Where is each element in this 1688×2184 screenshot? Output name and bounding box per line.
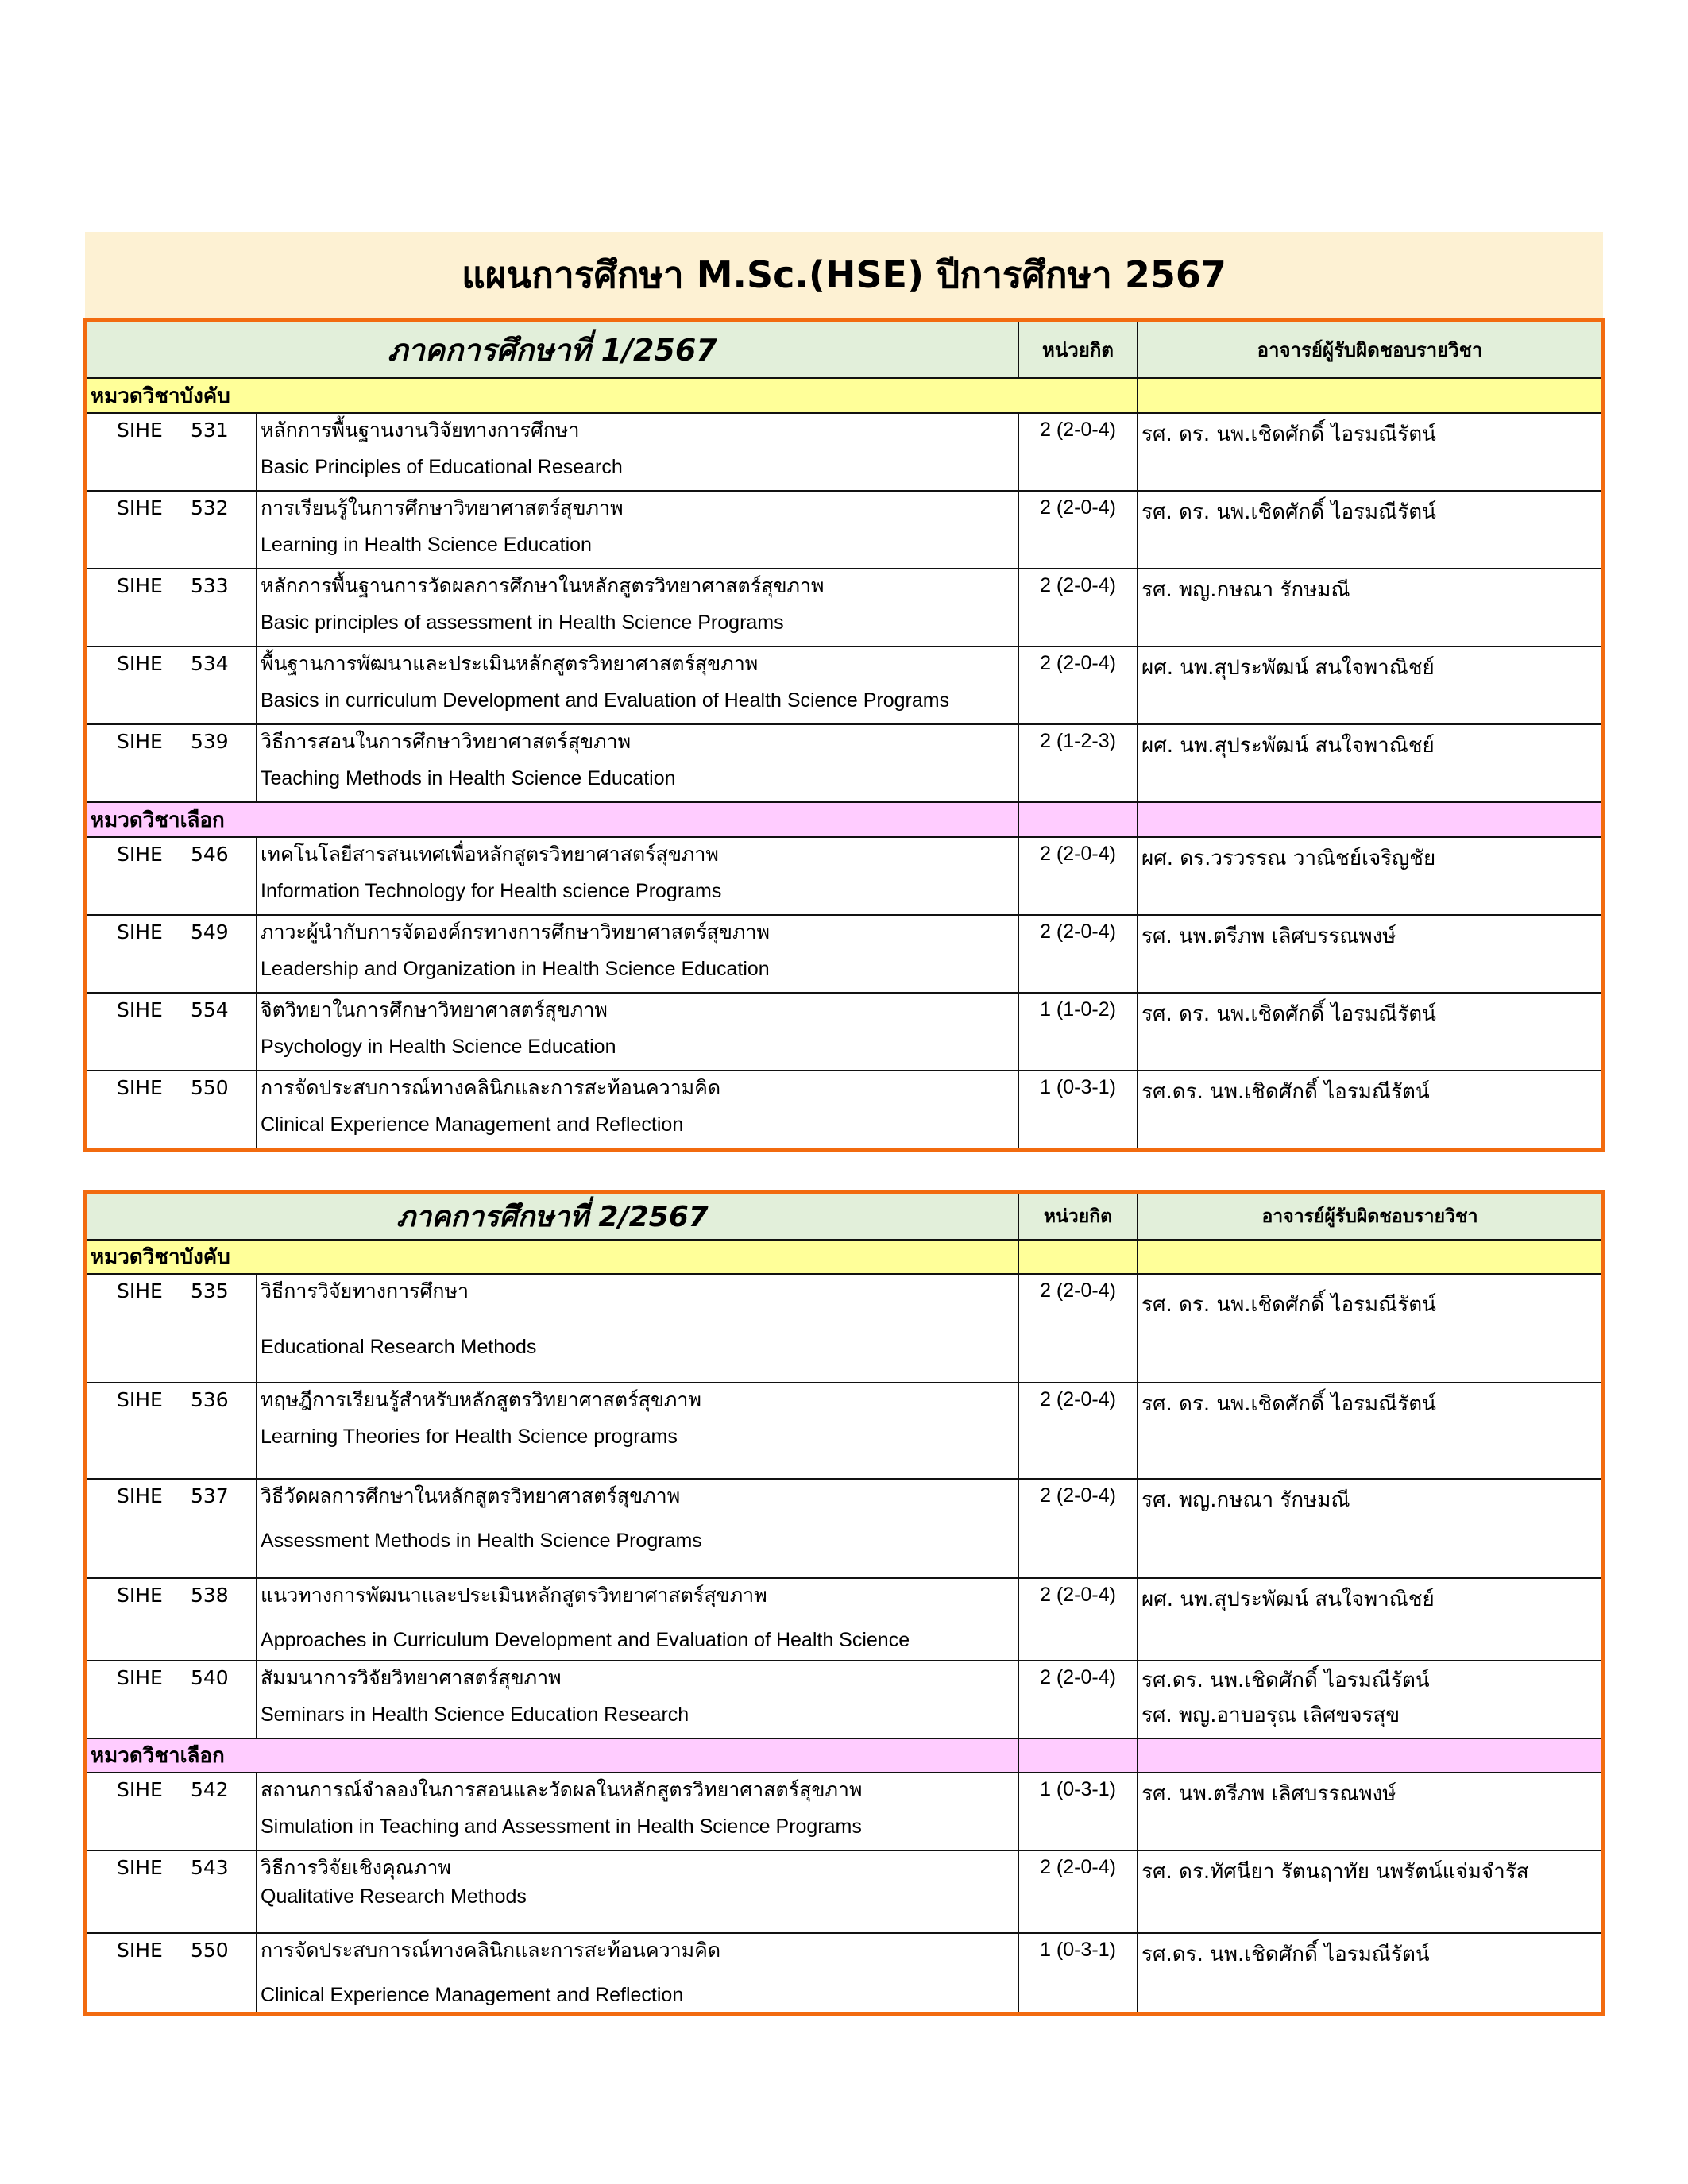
course-credits: 2 (2-0-4) [1018,1850,1138,1933]
term-1-table [83,318,1605,1152]
course-code [87,915,257,993]
course-title-en: Leadership and Organization in Health Science Education [261,958,770,980]
course-credits: 1 (0-3-1) [1018,1071,1138,1148]
course-title-en: Simulation in Teaching and Assessment in Health Science Programs [261,1815,862,1838]
course-title-th: หลักการพื้นฐานการวัดผลการศึกษาในหลักสูตรวิทยาศาสตร์สุขภาพ [261,574,825,597]
page-title: แผนการศึกษา M.Sc.(HSE) ปีการศึกษา 2567 [462,253,1226,296]
term-title: ภาคการศึกษาที่ 2/2567 [87,1194,1018,1240]
course-credits: 2 (2-0-4) [1018,413,1138,491]
course-number: 554 [191,998,229,1021]
empty-cell [1138,802,1601,837]
course-title-th: วิธีการสอนในการศึกษาวิทยาศาสตร์สุขภาพ [261,730,632,753]
course-title [257,491,1018,569]
course-credits: 2 (2-0-4) [1018,915,1138,993]
course-number: 532 [191,496,229,519]
course-row [87,646,1601,724]
course-number: 534 [191,652,229,675]
course-prefix: SIHE [117,1584,163,1607]
course-number: 533 [191,574,229,597]
instructor-column-header: อาจารย์ผู้รับผิดชอบรายวิชา [1138,322,1601,378]
course-credits: 2 (2-0-4) [1018,1274,1138,1383]
course-title [257,1850,1018,1933]
course-number: 542 [191,1778,229,1801]
course-prefix: SIHE [117,843,163,866]
course-prefix: SIHE [117,1484,163,1507]
course-row [87,491,1601,569]
course-instructor: ผศ. นพ.สุประพัฒน์ สนใจพาณิชย์ [1138,724,1601,802]
course-instructor: รศ. พญ.กษณา รักษมณี [1138,1479,1601,1578]
course-number: 550 [191,1076,229,1099]
course-prefix: SIHE [117,496,163,519]
course-prefix: SIHE [117,1076,163,1099]
course-code [87,646,257,724]
course-instructor: รศ.ดร. นพ.เชิดศักดิ์ ไอรมณีรัตน์ [1138,1071,1601,1148]
course-instructor: รศ. ดร. นพ.เชิดศักดิ์ ไอรมณีรัตน์ [1138,993,1601,1071]
course-code [87,1933,257,2012]
course-prefix: SIHE [117,1388,163,1411]
course-credits: 1 (1-0-2) [1018,993,1138,1071]
course-number: 538 [191,1584,229,1607]
course-code [87,413,257,491]
course-row [87,1578,1601,1661]
category-label: หมวดวิชาบังคับ [87,378,1138,413]
course-title-en: Basics in curriculum Development and Evaluation of Health Science Programs [261,689,950,712]
course-credits: 2 (2-0-4) [1018,1578,1138,1661]
course-instructor: รศ. พญ.กษณา รักษมณี [1138,569,1601,646]
term-2-table [83,1190,1605,2016]
course-title [257,1274,1018,1383]
course-title-th: สถานการณ์จำลองในการสอนและวัดผลในหลักสูตรวิทยาศาสตร์สุขภาพ [261,1778,863,1801]
course-title-th: วิธีวัดผลการศึกษาในหลักสูตรวิทยาศาสตร์สุขภาพ [261,1484,681,1507]
category-label: หมวดวิชาเลือก [87,802,1018,837]
course-title-th: จิตวิทยาในการศึกษาวิทยาศาสตร์สุขภาพ [261,998,608,1021]
course-title [257,993,1018,1071]
course-instructor: รศ. ดร. นพ.เชิดศักดิ์ ไอรมณีรัตน์ [1138,1274,1601,1383]
course-row [87,1274,1601,1383]
course-credits: 2 (1-2-3) [1018,724,1138,802]
course-title [257,1071,1018,1148]
course-number: 535 [191,1279,229,1302]
course-credits: 2 (2-0-4) [1018,569,1138,646]
course-row [87,1661,1601,1738]
course-title-th: ทฤษฎีการเรียนรู้สำหรับหลักสูตรวิทยาศาสตร์สุขภาพ [261,1388,701,1411]
course-title-en: Assessment Methods in Health Science Programs [261,1530,702,1552]
course-code [87,1850,257,1933]
course-title [257,1479,1018,1578]
course-title-en: Educational Research Methods [261,1336,537,1358]
course-prefix: SIHE [117,652,163,675]
course-title-en: Learning in Health Science Education [261,534,592,556]
course-row [87,1071,1601,1148]
credits-column-header: หน่วยกิต [1018,1194,1138,1240]
course-credits: 2 (2-0-4) [1018,1661,1138,1738]
course-credits: 2 (2-0-4) [1018,1479,1138,1578]
course-instructor: ผศ. ดร.วรวรรณ วาณิชย์เจริญชัย [1138,837,1601,915]
instructor-column-header: อาจารย์ผู้รับผิดชอบรายวิชา [1138,1194,1601,1240]
course-instructor: ผศ. นพ.สุประพัฒน์ สนใจพาณิชย์ [1138,646,1601,724]
course-credits: 1 (0-3-1) [1018,1933,1138,2012]
course-code [87,1274,257,1383]
course-title-en: Clinical Experience Management and Reflection [261,1113,684,1136]
course-title [257,724,1018,802]
empty-cell [1018,1240,1138,1274]
course-title-en: Qualitative Research Methods [261,1885,527,1908]
course-title [257,1578,1018,1661]
course-row [87,1773,1601,1850]
course-title-th: พื้นฐานการพัฒนาและประเมินหลักสูตรวิทยาศาสตร์สุขภาพ [261,652,759,675]
empty-cell [1138,1738,1601,1773]
course-title-en: Approaches in Curriculum Development and Evaluation of Health Science [261,1629,910,1651]
empty-cell [1138,378,1601,413]
course-title-en: Teaching Methods in Health Science Education [261,767,676,789]
course-title-en: Basic Principles of Educational Research [261,456,623,478]
course-code [87,1383,257,1479]
course-instructor: รศ. ดร. นพ.เชิดศักดิ์ ไอรมณีรัตน์ [1138,491,1601,569]
course-credits: 2 (2-0-4) [1018,491,1138,569]
course-code [87,1071,257,1148]
course-row [87,915,1601,993]
course-title-th: หลักการพื้นฐานงานวิจัยทางการศึกษา [261,419,580,442]
course-code [87,724,257,802]
course-number: 537 [191,1484,229,1507]
course-number: 539 [191,730,229,753]
course-title-th: สัมมนาการวิจัยวิทยาศาสตร์สุขภาพ [261,1666,562,1689]
table-header-row [87,322,1601,378]
course-number: 531 [191,419,229,442]
course-prefix: SIHE [117,1856,163,1879]
course-code [87,993,257,1071]
empty-cell [1138,1240,1601,1274]
course-prefix: SIHE [117,998,163,1021]
course-title-en: Learning Theories for Health Science programs [261,1426,678,1448]
course-title-en: Clinical Experience Management and Reflection [261,1984,684,2006]
course-instructor: ผศ. นพ.สุประพัฒน์ สนใจพาณิชย์ [1138,1578,1601,1661]
elective-category-row [87,1738,1601,1773]
course-instructor: รศ. พญ.อาบอรุณ เลิศขจรสุข [1141,1704,1400,1727]
course-code [87,1578,257,1661]
course-instructor: รศ. ดร.ทัศนียา รัตนฤาทัย นพรัตน์แจ่มจำรัส [1138,1850,1601,1933]
required-category-row [87,378,1601,413]
course-instructor: รศ. นพ.ตรีภพ เลิศบรรณพงษ์ [1138,1773,1601,1850]
course-row [87,993,1601,1071]
course-number: 543 [191,1856,229,1879]
title-banner [85,232,1603,318]
course-prefix: SIHE [117,1939,163,1962]
course-code [87,1773,257,1850]
course-code [87,491,257,569]
course-title [257,413,1018,491]
course-title-th: ภาวะผู้นำกับการจัดองค์กรทางการศึกษาวิทยาศาสตร์สุขภาพ [261,920,770,943]
course-code [87,1479,257,1578]
course-code [87,837,257,915]
course-number: 536 [191,1388,229,1411]
course-title [257,646,1018,724]
course-code [87,569,257,646]
course-instructor: รศ. ดร. นพ.เชิดศักดิ์ ไอรมณีรัตน์ [1138,413,1601,491]
course-row [87,569,1601,646]
course-credits: 2 (2-0-4) [1018,837,1138,915]
course-number: 546 [191,843,229,866]
course-number: 549 [191,920,229,943]
course-row [87,1479,1601,1578]
table-header-row [87,1194,1601,1240]
credits-column-header: หน่วยกิต [1018,322,1138,378]
course-prefix: SIHE [117,1666,163,1689]
course-instructor: รศ.ดร. นพ.เชิดศักดิ์ ไอรมณีรัตน์ [1138,1933,1601,2012]
course-title [257,1773,1018,1850]
course-instructor: รศ. ดร. นพ.เชิดศักดิ์ ไอรมณีรัตน์ [1138,1383,1601,1479]
term-title: ภาคการศึกษาที่ 1/2567 [87,322,1018,378]
course-credits: 2 (2-0-4) [1018,1383,1138,1479]
course-row [87,413,1601,491]
course-prefix: SIHE [117,730,163,753]
course-prefix: SIHE [117,574,163,597]
empty-cell [1018,1738,1138,1773]
course-title [257,1661,1018,1738]
course-title-th: วิธีการวิจัยทางการศึกษา [261,1279,469,1302]
course-code [87,1661,257,1738]
elective-category-row [87,802,1601,837]
course-title-th: แนวทางการพัฒนาและประเมินหลักสูตรวิทยาศาสตร์สุขภาพ [261,1584,767,1607]
course-title-en: Psychology in Health Science Education [261,1036,616,1058]
required-category-row [87,1240,1601,1274]
course-row [87,1383,1601,1479]
course-row [87,1933,1601,2012]
course-number: 550 [191,1939,229,1962]
course-title-th: การจัดประสบการณ์ทางคลินิกและการสะท้อนความคิด [261,1939,721,1962]
course-prefix: SIHE [117,1279,163,1302]
course-prefix: SIHE [117,419,163,442]
course-instructor: รศ. นพ.ตรีภพ เลิศบรรณพงษ์ [1138,915,1601,993]
course-title-th: การเรียนรู้ในการศึกษาวิทยาศาสตร์สุขภาพ [261,496,624,519]
empty-cell [1018,802,1138,837]
course-instructor: รศ.ดร. นพ.เชิดศักดิ์ ไอรมณีรัตน์ [1141,1669,1430,1692]
category-label: หมวดวิชาบังคับ [87,1240,1018,1274]
course-prefix: SIHE [117,1778,163,1801]
course-title-th: การจัดประสบการณ์ทางคลินิกและการสะท้อนความคิด [261,1076,721,1099]
course-credits: 1 (0-3-1) [1018,1773,1138,1850]
course-instructors [1138,1661,1601,1738]
course-title [257,837,1018,915]
course-credits: 2 (2-0-4) [1018,646,1138,724]
course-title-en: Information Technology for Health science Programs [261,880,722,902]
course-title [257,915,1018,993]
course-number: 540 [191,1666,229,1689]
category-label: หมวดวิชาเลือก [87,1738,1018,1773]
course-title-th: วิธีการวิจัยเชิงคุณภาพ [261,1856,451,1879]
course-title [257,569,1018,646]
course-prefix: SIHE [117,920,163,943]
course-title-th: เทคโนโลยีสารสนเทศเพื่อหลักสูตรวิทยาศาสตร์สุขภาพ [261,843,719,866]
course-row [87,1850,1601,1933]
course-title [257,1383,1018,1479]
course-title-en: Basic principles of assessment in Health Science Programs [261,612,784,634]
course-title-en: Seminars in Health Science Education Research [261,1704,689,1726]
course-row [87,724,1601,802]
course-row [87,837,1601,915]
course-title [257,1933,1018,2012]
